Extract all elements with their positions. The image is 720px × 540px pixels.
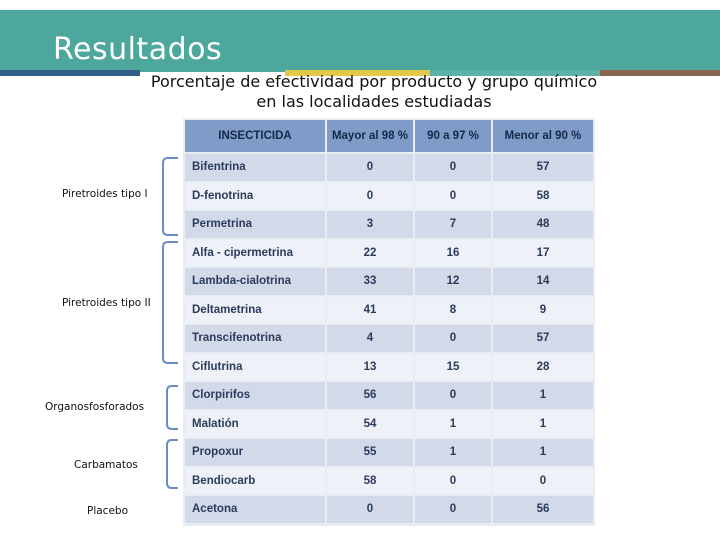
insecticide-name: D-fenotrina <box>185 183 325 210</box>
table-cell: 58 <box>493 183 593 210</box>
table-cell: 1 <box>493 439 593 466</box>
insecticide-name: Alfa - cipermetrina <box>185 240 325 267</box>
slide-title: Resultados <box>53 32 223 67</box>
table-cell: 0 <box>415 154 491 181</box>
table-cell: 12 <box>415 268 491 295</box>
group-label-piretroides-2: Piretroides tipo II <box>62 297 151 309</box>
insecticide-name: Propoxur <box>185 439 325 466</box>
table-cell: 7 <box>415 211 491 238</box>
group-label-placebo: Placebo <box>87 505 129 517</box>
column-header: 90 a 97 % <box>415 120 491 152</box>
group-label-organofosforados: Organosfosforados <box>45 401 145 413</box>
table-cell: 57 <box>493 154 593 181</box>
table-cell: 0 <box>327 496 413 523</box>
bracket-piretroides-tipo-1 <box>163 158 178 235</box>
table-cell: 56 <box>493 496 593 523</box>
table-cell: 57 <box>493 325 593 352</box>
subtitle-line-1: Porcentaje de efectividad por producto y grupo químico <box>150 72 598 91</box>
insecticide-name: Permetrina <box>185 211 325 238</box>
table-cell: 16 <box>415 240 491 267</box>
column-header: INSECTICIDA <box>185 120 325 152</box>
table-cell: 4 <box>327 325 413 352</box>
insecticide-name: Transcifenotrina <box>185 325 325 352</box>
column-header: Menor al 90 % <box>493 120 593 152</box>
column-header: Mayor al 98 % <box>327 120 413 152</box>
table-cell: 48 <box>493 211 593 238</box>
table-cell: 0 <box>327 154 413 181</box>
table-cell: 17 <box>493 240 593 267</box>
table-cell: 15 <box>415 354 491 381</box>
table-cell: 54 <box>327 411 413 438</box>
table-cell: 0 <box>415 496 491 523</box>
bracket-organofosforados <box>167 386 178 429</box>
table-cell: 3 <box>327 211 413 238</box>
insecticide-name: Acetona <box>185 496 325 523</box>
bracket-piretroides-tipo-2 <box>163 242 178 363</box>
table-cell: 14 <box>493 268 593 295</box>
insecticide-name: Lambda-cialotrina <box>185 268 325 295</box>
table-cell: 0 <box>415 468 491 495</box>
table-cell: 55 <box>327 439 413 466</box>
insecticide-name: Ciflutrina <box>185 354 325 381</box>
group-label-piretroides-1: Piretroides tipo I <box>62 188 148 200</box>
group-label-carbamatos: Carbamatos <box>74 459 138 471</box>
table-cell: 1 <box>493 411 593 438</box>
table-cell: 1 <box>415 439 491 466</box>
insecticide-name: Deltametrina <box>185 297 325 324</box>
table-cell: 9 <box>493 297 593 324</box>
table-cell: 33 <box>327 268 413 295</box>
table-cell: 0 <box>493 468 593 495</box>
insecticide-name: Bendiocarb <box>185 468 325 495</box>
table-cell: 56 <box>327 382 413 409</box>
table-cell: 28 <box>493 354 593 381</box>
insecticide-name: Bifentrina <box>185 154 325 181</box>
table-cell: 0 <box>415 325 491 352</box>
insecticide-name: Clorpirifos <box>185 382 325 409</box>
insecticide-name: Malatión <box>185 411 325 438</box>
table-cell: 58 <box>327 468 413 495</box>
table-cell: 22 <box>327 240 413 267</box>
table-cell: 0 <box>415 183 491 210</box>
table-cell: 0 <box>327 183 413 210</box>
table-cell: 41 <box>327 297 413 324</box>
table-cell: 1 <box>415 411 491 438</box>
table-cell: 1 <box>493 382 593 409</box>
table-cell: 0 <box>415 382 491 409</box>
table-cell: 13 <box>327 354 413 381</box>
bracket-carbamatos <box>167 440 178 488</box>
subtitle-line-2: en las localidades estudiadas <box>256 92 492 111</box>
table-cell: 8 <box>415 297 491 324</box>
